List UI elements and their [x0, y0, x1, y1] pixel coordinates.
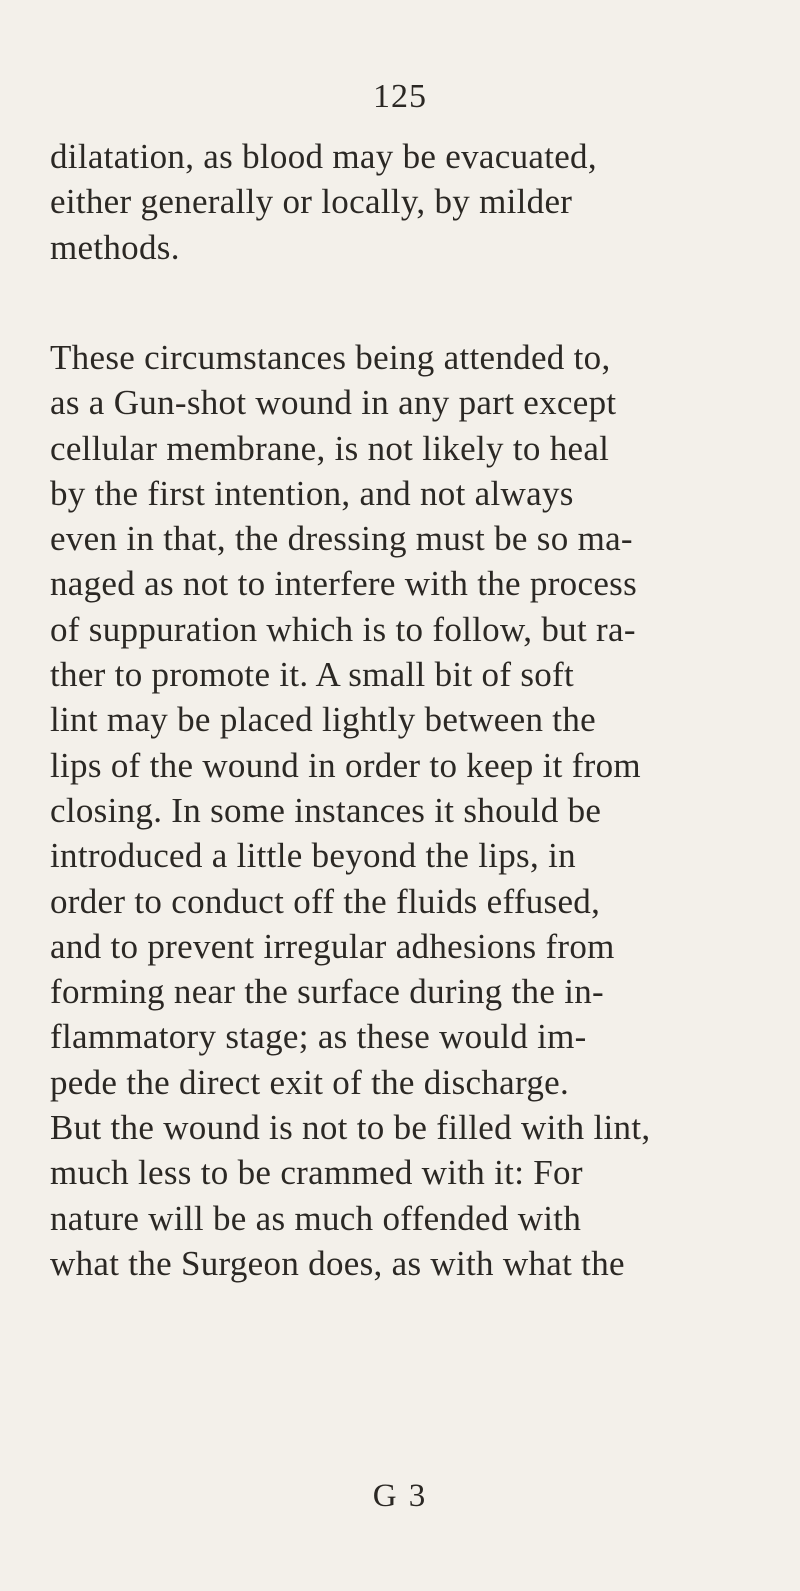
- text-line: closing. In some instances it should be: [50, 790, 602, 830]
- paragraph-1: [50, 134, 772, 270]
- text-line: methods.: [50, 227, 180, 267]
- text-line: lint may be placed lightly between the: [50, 700, 596, 740]
- text-line: But the wound is not to be filled with lint,: [50, 1108, 651, 1148]
- text-line: and to prevent irregular adhesions from: [50, 926, 615, 966]
- text-line: order to conduct off the fluids effused,: [50, 881, 601, 921]
- signature-mark: G 3: [372, 1478, 428, 1514]
- text-line: naged as not to interfere with the process: [50, 564, 637, 604]
- text-line: of suppuration which is to follow, but ra-: [50, 609, 636, 649]
- text-line: what the Surgeon does, as with what the: [50, 1243, 625, 1283]
- text-line: pede the direct exit of the discharge.: [50, 1062, 570, 1102]
- text-line: much less to be crammed with it: For: [50, 1153, 583, 1193]
- page-number: 125: [373, 78, 427, 115]
- text-line: introduced a little beyond the lips, in: [50, 836, 576, 876]
- text-line: lips of the wound in order to keep it from: [50, 745, 641, 785]
- text-line: as a Gun-shot wound in any part except: [50, 383, 617, 423]
- text-line: nature will be as much offended with: [50, 1198, 582, 1238]
- text-line: flammatory stage; as these would im-: [50, 1017, 587, 1057]
- text-line: dilatation, as blood may be evacuated,: [50, 137, 597, 176]
- text-line: These circumstances being attended to,: [50, 338, 611, 377]
- text-line: cellular membrane, is not likely to heal: [50, 428, 610, 468]
- text-line: either generally or locally, by milder: [50, 182, 573, 222]
- text-line: by the first intention, and not always: [50, 473, 574, 513]
- text-line: forming near the surface during the in-: [50, 972, 604, 1012]
- paragraph-2: [50, 335, 772, 1286]
- text-line: even in that, the dressing must be so ma-: [50, 519, 633, 559]
- text-line: ther to promote it. A small bit of soft: [50, 655, 575, 695]
